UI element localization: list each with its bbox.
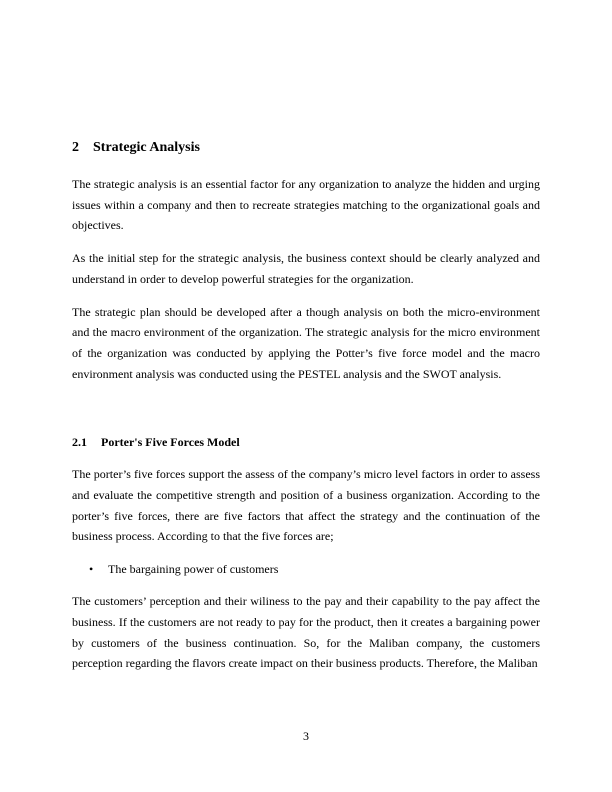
subsection-body-paragraph: The customers’ perception and their wiliness to the pay and their capability to the pay affect the business. If the customers are not ready to pay for the product, then it creates a bargaining power by customers of the business continuation. So, for the Maliban company, the customers perception regarding the flavors create impact on their business products. Therefore, the Maliban xyxy=(72,594,540,671)
section-heading xyxy=(72,138,540,158)
subsection-number: 2.1 xyxy=(72,435,87,450)
list-item-text: The bargaining power of customers xyxy=(108,562,279,577)
subsection-intro-paragraph: The porter’s five forces support the assess of the company’s micro level factors in order to assess and evaluate the competitive strength and position of a business organization. According to the porter’s five forces, there are five factors that affect the strategy and the continuation of the business process. According to that the five forces are; xyxy=(72,467,540,544)
section-title: Strategic Analysis xyxy=(93,140,200,155)
section-paragraph-1: The strategic analysis is an essential factor for any organization to analyze the hidden and urging issues within a company and then to recreate strategies matching to the organizational goals and objectives. xyxy=(72,177,540,233)
subsection-title: Porter's Five Forces Model xyxy=(101,435,240,450)
section-paragraph-2: As the initial step for the strategic analysis, the business context should be clearly analyzed and understand in order to develop powerful strategies for the organization. xyxy=(72,251,540,286)
page-number: 3 xyxy=(303,729,309,743)
subsection-heading xyxy=(72,432,540,452)
page-content xyxy=(72,138,540,686)
section-paragraph-3: The strategic plan should be developed after a though analysis on both the micro-environment and the macro environment of the organization. The strategic analysis for the micro environment of the organization was conducted by applying the Potter’s five force model and the macro environment analysis was conducted using the PESTEL analysis and the SWOT analysis. xyxy=(72,304,540,381)
section-spacer xyxy=(72,396,540,432)
bullet-icon: • xyxy=(89,562,94,577)
list-item xyxy=(72,559,540,579)
section-number: 2 xyxy=(72,140,79,155)
